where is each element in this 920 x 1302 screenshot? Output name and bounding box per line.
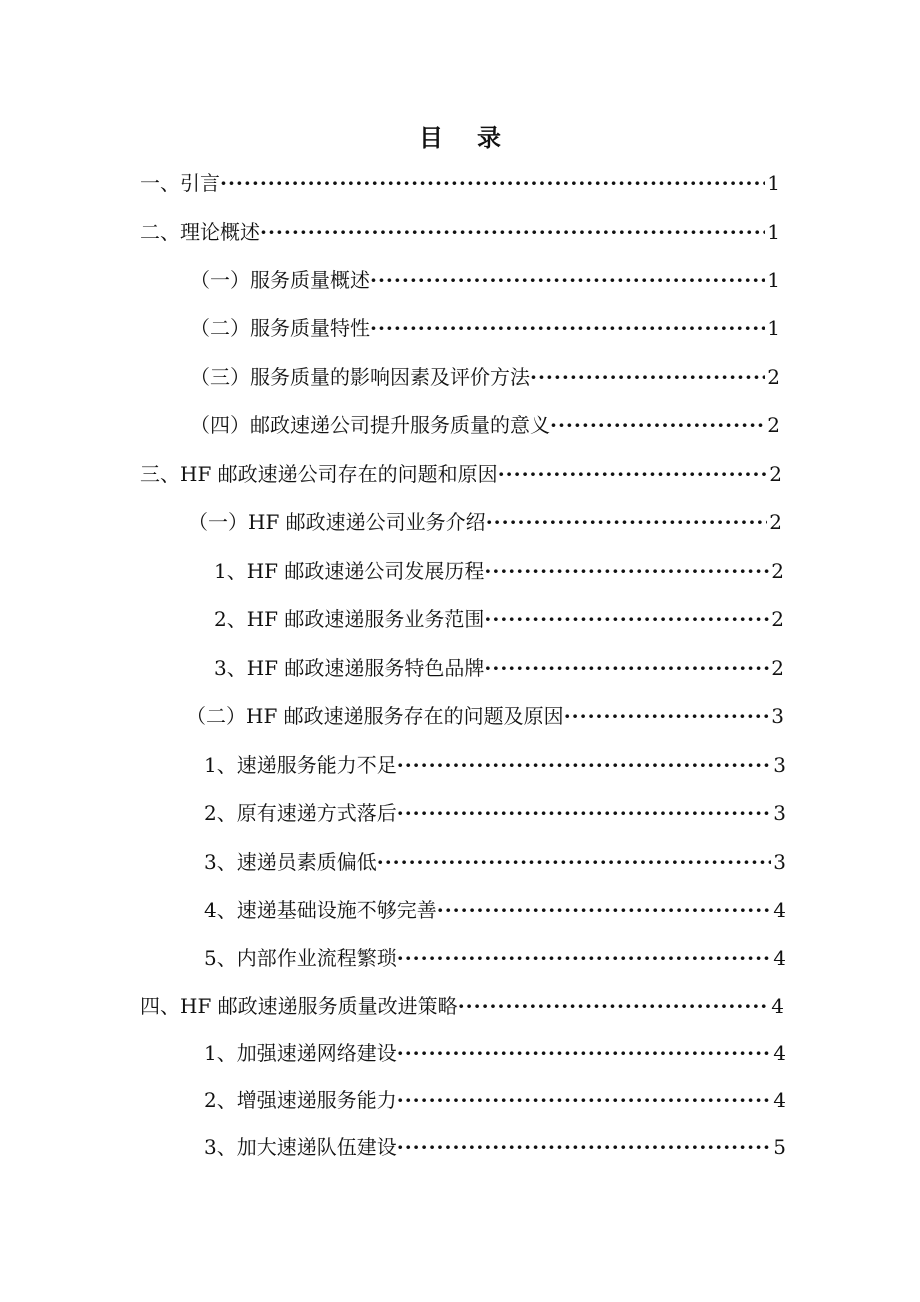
dot-leader: [370, 263, 765, 297]
toc-entry-influence-factors[interactable]: [190, 360, 780, 394]
toc-entry-outdated-methods[interactable]: [204, 796, 786, 830]
toc-entry-service-capacity[interactable]: [204, 1083, 786, 1117]
toc-entry-featured-brand[interactable]: [214, 651, 784, 685]
dot-leader: [564, 699, 770, 733]
dot-leader: [397, 796, 772, 830]
toc-entry-label: 1、加强速递网络建设: [204, 1041, 397, 1065]
toc-entry-staff-quality[interactable]: [204, 845, 786, 879]
toc-page-number: 4: [773, 1088, 786, 1112]
toc-entry-team-building[interactable]: [204, 1130, 786, 1164]
dot-leader: [397, 1083, 772, 1117]
dot-leader: [550, 408, 765, 442]
toc-entry-label: （三）服务质量的影响因素及评价方法: [190, 365, 530, 389]
toc-entry-business-scope[interactable]: [214, 602, 784, 636]
toc-entry-label: （四）邮政速递公司提升服务质量的意义: [190, 413, 550, 437]
toc-title-part1: 目: [419, 123, 443, 152]
toc-entry-service-quality-traits[interactable]: [190, 311, 780, 345]
dot-leader: [397, 1036, 772, 1070]
dot-leader: [397, 748, 772, 782]
toc-page-number: 1: [767, 316, 780, 340]
dot-leader: [377, 845, 772, 879]
toc-page-number: 1: [767, 268, 780, 292]
toc-entry-label: （一）HF 邮政速递公司业务介绍: [188, 510, 486, 534]
toc-entry-label: 5、内部作业流程繁琐: [204, 946, 397, 970]
toc-entry-label: （二）服务质量特性: [190, 316, 370, 340]
toc-page-number: 1: [767, 171, 780, 195]
dot-leader: [484, 651, 769, 685]
toc-entry-label: 2、HF 邮政速递服务业务范围: [214, 607, 485, 631]
toc-entry-label: 1、速递服务能力不足: [204, 753, 397, 777]
dot-leader: [458, 989, 770, 1023]
dot-leader: [484, 554, 769, 588]
toc-page-number: 4: [771, 994, 784, 1018]
dot-leader: [370, 311, 765, 345]
toc-entry-label: 1、HF 邮政速递公司发展历程: [214, 559, 485, 583]
dot-leader: [397, 941, 772, 975]
toc-entry-label: 2、原有速递方式落后: [204, 801, 397, 825]
toc-page-number: 5: [773, 1135, 786, 1159]
toc-page-number: 2: [767, 413, 780, 437]
toc-entry-theory[interactable]: [140, 215, 780, 249]
toc-entry-label: 3、速递员素质偏低: [204, 850, 377, 874]
toc-entry-significance[interactable]: [190, 408, 780, 442]
toc-entry-network[interactable]: [204, 1036, 786, 1070]
toc-entry-infrastructure[interactable]: [204, 893, 786, 927]
toc-page-number: 3: [771, 704, 784, 728]
toc-title: [0, 118, 920, 153]
toc-page-number: 3: [773, 850, 786, 874]
dot-leader: [530, 360, 765, 394]
toc-title-part2: 录: [477, 123, 501, 152]
dot-leader: [484, 602, 769, 636]
dot-leader: [397, 1130, 772, 1164]
toc-entry-label: 3、加大速递队伍建设: [204, 1135, 397, 1159]
toc-page-number: 1: [767, 220, 780, 244]
toc-page-number: 2: [769, 510, 782, 534]
dot-leader: [486, 505, 768, 539]
toc-page-number: 4: [773, 946, 786, 970]
toc-page-number: 4: [773, 898, 786, 922]
toc-page-number: 2: [769, 462, 782, 486]
toc-entry-history[interactable]: [214, 554, 784, 588]
dot-leader: [260, 215, 765, 249]
toc-entry-label: （二）HF 邮政速递服务存在的问题及原因: [186, 704, 564, 728]
toc-entry-workflow[interactable]: [204, 941, 786, 975]
toc-page-number: 2: [771, 607, 784, 631]
toc-entry-label: 四、HF 邮政速递服务质量改进策略: [140, 994, 458, 1018]
toc-entry-label: 4、速递基础设施不够完善: [204, 898, 437, 922]
toc-entry-label: 三、HF 邮政速递公司存在的问题和原因: [140, 462, 498, 486]
toc-entry-label: 3、HF 邮政速递服务特色品牌: [214, 656, 485, 680]
toc-page-number: 2: [771, 559, 784, 583]
toc-page-number: 3: [773, 753, 786, 777]
toc-page-number: 3: [773, 801, 786, 825]
toc-page-number: 4: [773, 1041, 786, 1065]
toc-entry-service-quality-overview[interactable]: [190, 263, 780, 297]
toc-entry-label: 二、理论概述: [140, 220, 260, 244]
toc-entry-business-intro[interactable]: [188, 505, 782, 539]
dot-leader: [437, 893, 772, 927]
toc-entry-improvement-strategy[interactable]: [140, 989, 784, 1023]
toc-entry-label: 2、增强速递服务能力: [204, 1088, 397, 1112]
toc-entry-service-problems[interactable]: [186, 699, 784, 733]
toc-entry-label: （一）服务质量概述: [190, 268, 370, 292]
dot-leader: [498, 457, 768, 491]
toc-entry-capacity-shortage[interactable]: [204, 748, 786, 782]
toc-page-number: 2: [767, 365, 780, 389]
toc-entry-label: 一、引言: [140, 171, 220, 195]
toc-entry-problems-causes[interactable]: [140, 457, 782, 491]
toc-page-number: 2: [771, 656, 784, 680]
dot-leader: [220, 166, 765, 200]
toc-entry-intro[interactable]: [140, 166, 780, 200]
